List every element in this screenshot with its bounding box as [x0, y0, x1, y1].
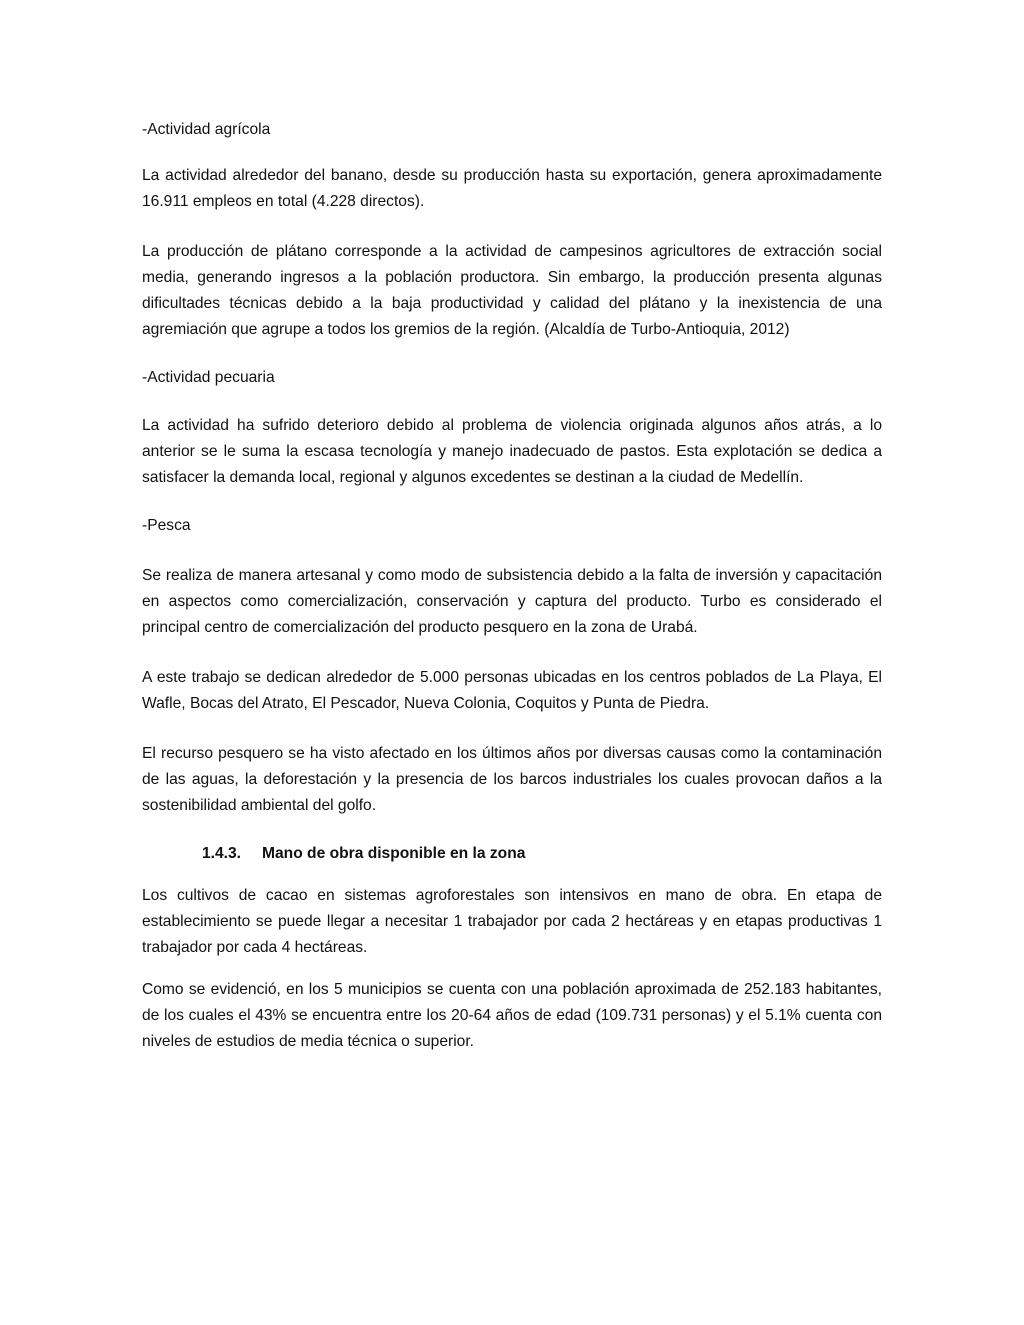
paragraph-pesca-personas: A este trabajo se dedican alrededor de 5.000 personas ubicadas en los centros poblados de La Playa, El Wafle, Bocas del Atrato, El Pescador, Nueva Colonia, Coquitos y Punta de Piedra. — [142, 669, 882, 712]
subsection-number: 1.4.3. — [202, 845, 242, 862]
heading-pesca: -Pesca — [142, 517, 191, 534]
subsection-title: Mano de obra disponible en la zona — [262, 845, 526, 862]
heading-actividad-pecuaria: -Actividad pecuaria — [142, 369, 275, 386]
paragraph-pesca-artesanal: Se realiza de manera artesanal y como modo de subsistencia debido a la falta de inversión y capacitación en aspectos como comercialización, conservación y captura del producto. Turbo es considerado el principal centro de comercialización del producto pesquero en la zona de Urabá. — [142, 567, 882, 636]
paragraph-cultivos-cacao: Los cultivos de cacao en sistemas agroforestales son intensivos en mano de obra. En etapa de establecimiento se puede llegar a necesitar 1 trabajador por cada 2 hectáreas y en etapas productivas 1 trabajador por cada 4 hectáreas. — [142, 887, 882, 956]
subsection-heading — [202, 841, 882, 867]
paragraph-banano: La actividad alrededor del banano, desde su producción hasta su exportación, genera aproximadamente 16.911 empleos en total (4.228 directos). — [142, 167, 882, 210]
document-page — [142, 117, 882, 1055]
paragraph-pecuaria: La actividad ha sufrido deterioro debido al problema de violencia originada algunos años atrás, a lo anterior se le suma la escasa tecnología y manejo inadecuado de pastos. Esta explotación se dedica a satisfacer la demanda local, regional y algunos excedentes se destinan a la ciudad de Medellín. — [142, 417, 882, 486]
heading-actividad-agricola: -Actividad agrícola — [142, 121, 271, 138]
paragraph-poblacion: Como se evidenció, en los 5 municipios se cuenta con una población aproximada de 252.183 habitantes, de los cuales el 43% se encuentra entre los 20-64 años de edad (109.731 personas) y el 5.1% cuenta con niveles de estudios de media técnica o superior. — [142, 981, 882, 1050]
paragraph-platano: La producción de plátano corresponde a la actividad de campesinos agricultores de extracción social media, generando ingresos a la población productora. Sin embargo, la producción presenta algunas dificultades técnicas debido a la baja productividad y calidad del plátano y la inexistencia de una agremiación que agrupe a todos los gremios de la región. (Alcaldía de Turbo-Antioquia, 2012) — [142, 243, 882, 338]
paragraph-recurso-pesquero: El recurso pesquero se ha visto afectado en los últimos años por diversas causas como la contaminación de las aguas, la deforestación y la presencia de los barcos industriales los cuales provocan daños a la sostenibilidad ambiental del golfo. — [142, 745, 882, 814]
